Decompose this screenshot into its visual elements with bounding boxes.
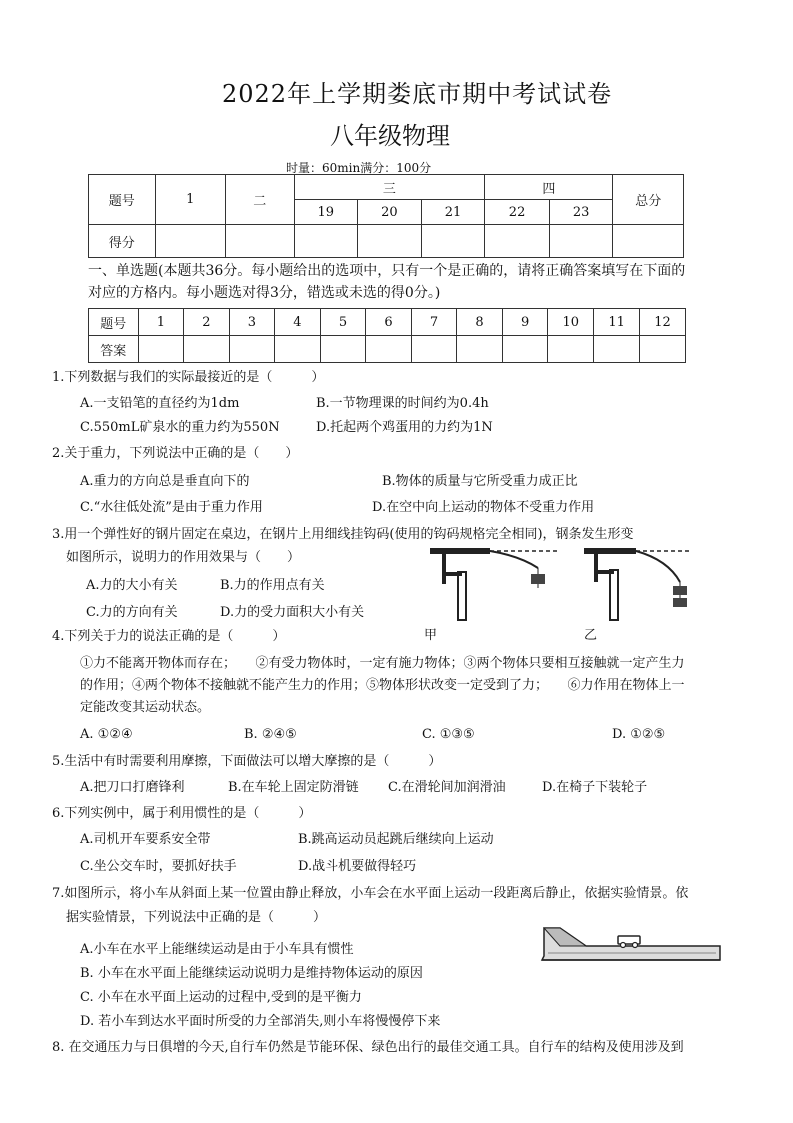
answer-no: 1 [138,309,184,336]
exam-title: 2022年上学期娄底市期中考试试卷 [222,80,613,108]
q3-option-d: D.力的受力面积大小有关 [220,605,365,620]
answer-no: 4 [275,309,321,336]
answer-cell[interactable] [138,336,184,363]
score-label-score: 得分 [89,225,156,258]
answer-label-no: 题号 [89,309,139,336]
answer-no: 3 [229,309,275,336]
score-group-4: 四 [485,175,613,200]
figure-spring-steel-jia [428,542,560,624]
score-cell[interactable] [485,225,550,258]
score-label-no: 题号 [89,175,156,225]
figure-label-jia: 甲 [424,628,438,643]
q2-option-a: A.重力的方向总是垂直向下的 [80,474,250,489]
score-cell[interactable] [421,225,485,258]
q1-option-b: B.一节物理课的时间约为0.4h [316,396,489,411]
q7-option-d: D. 若小车到达水平面时所受的力全部消失,则小车将慢慢停下来 [80,1014,441,1029]
answer-no: 6 [366,309,412,336]
exam-subtitle: 八年级物理 [330,122,450,150]
q4-statements-line1: ①力不能离开物体而存在； ②有受力物体时，一定有施力物体；③两个物体只要相互接触就一定产生力 [80,656,685,671]
answer-cell[interactable] [320,336,366,363]
q4-option-d: D. ①②⑤ [612,727,666,742]
score-cell[interactable] [225,225,294,258]
section1-line2: 对应的方格内。每小题选对得3分，错选或未选的得0分。) [88,285,441,301]
answer-no: 10 [548,309,594,336]
q3-stem-line2: 如图所示，说明力的作用效果与（ ） [66,550,301,565]
score-sub-19: 19 [294,200,358,225]
q5-stem: 5.生活中有时需要利用摩擦，下面做法可以增大摩擦的是（ ） [52,754,442,769]
score-cell[interactable] [294,225,358,258]
q5-option-b: B.在车轮上固定防滑链 [228,780,359,795]
q7-stem-line1: 7.如图所示，将小车从斜面上某一位置由静止释放，小车会在水平面上运动一段距离后静止，依据实验情景。依 [52,886,689,901]
answer-cell[interactable] [548,336,594,363]
q6-option-b: B.跳高运动员起跳后继续向上运动 [298,832,494,847]
figure-incline-cart [538,924,724,966]
q6-option-d: D.战斗机要做得轻巧 [298,859,417,874]
answer-table [88,308,686,363]
answer-cell[interactable] [457,336,503,363]
score-cell[interactable] [613,225,684,258]
answer-no: 8 [457,309,503,336]
score-total: 总分 [613,175,684,225]
answer-no: 5 [320,309,366,336]
answer-no: 2 [184,309,230,336]
q4-option-a: A. ①②④ [80,727,133,742]
answer-label-ans: 答案 [89,336,139,363]
time-info: 时量：60min满分：100分 [286,161,432,175]
answer-cell[interactable] [184,336,230,363]
q1-option-d: D.托起两个鸡蛋用的力约为1N [316,420,493,435]
q4-option-c: C. ①③⑤ [422,727,475,742]
q8-stem: 8. 在交通压力与日俱增的今天,自行车仍然是节能环保、绿色出行的最佳交通工具。自行车的结构及使用涉及到 [52,1040,684,1055]
q3-option-c: C.力的方向有关 [86,605,178,620]
score-col-2: 二 [225,175,294,225]
answer-no: 11 [594,309,640,336]
q7-option-a: A.小车在水平上能继续运动是由于小车具有惯性 [80,942,354,957]
q1-option-c: C.550mL矿泉水的重力约为550N [80,420,280,435]
score-cell[interactable] [155,225,225,258]
section1-line1: 一、单选题(本题共36分。每小题给出的选项中，只有一个是正确的，请将正确答案填写在下面的 [88,263,686,279]
q4-statements-line2: 的作用；④两个物体不接触就不能产生力的作用；⑤物体形状改变一定受到了力； ⑥力作用在物体上一 [80,678,685,693]
q3-stem-line1: 3.用一个弹性好的钢片固定在桌边，在钢片上用细线挂钩码(使用的钩码规格完全相同)，钢条发生形变 [52,527,634,542]
answer-cell[interactable] [594,336,640,363]
answer-cell[interactable] [411,336,457,363]
q7-option-b: B. 小车在水平面上能继续运动说明力是维持物体运动的原因 [80,966,423,981]
q6-stem: 6.下列实例中，属于利用惯性的是（ ） [52,806,312,821]
q2-stem: 2.关于重力，下列说法中正确的是（ ） [52,446,299,461]
q7-option-c: C. 小车在水平面上运动的过程中,受到的是平衡力 [80,990,362,1005]
q5-option-c: C.在滑轮间加润滑油 [388,780,506,795]
score-sub-21: 21 [421,200,485,225]
q6-option-c: C.坐公交车时，要抓好扶手 [80,859,237,874]
score-sub-23: 23 [549,200,613,225]
score-table [88,174,684,258]
q3-option-b: B.力的作用点有关 [220,578,325,593]
score-cell[interactable] [358,225,422,258]
q4-option-b: B. ②④⑤ [244,727,297,742]
answer-no: 7 [411,309,457,336]
answer-no: 9 [502,309,548,336]
answer-cell[interactable] [275,336,321,363]
score-group-3: 三 [294,175,485,200]
q5-option-a: A.把刀口打磨锋利 [80,780,185,795]
figure-label-yi: 乙 [584,628,598,643]
q4-stem: 4.下列关于力的说法正确的是（ ） [52,629,286,644]
answer-cell[interactable] [229,336,275,363]
score-col-1: 1 [155,175,225,225]
q2-option-d: D.在空中向上运动的物体不受重力作用 [372,500,595,515]
figure-spring-steel-yi [582,542,694,624]
q6-option-a: A.司机开车要系安全带 [80,832,211,847]
answer-cell[interactable] [502,336,548,363]
answer-no: 12 [640,309,686,336]
q2-option-c: C.“水往低处流”是由于重力作用 [80,500,263,515]
q4-statements-line3: 定能改变其运动状态。 [80,700,211,715]
score-sub-20: 20 [358,200,422,225]
answer-cell[interactable] [366,336,412,363]
q7-stem-line2: 据实验情景，下列说法中正确的是（ ） [66,910,327,925]
q2-option-b: B.物体的质量与它所受重力成正比 [382,474,578,489]
q3-option-a: A.力的大小有关 [86,578,178,593]
q1-stem: 1.下列数据与我们的实际最接近的是（ ） [52,370,325,385]
answer-cell[interactable] [640,336,686,363]
q5-option-d: D.在椅子下装轮子 [542,780,648,795]
score-sub-22: 22 [485,200,550,225]
score-cell[interactable] [549,225,613,258]
q1-option-a: A.一支铅笔的直径约为1dm [80,396,240,411]
